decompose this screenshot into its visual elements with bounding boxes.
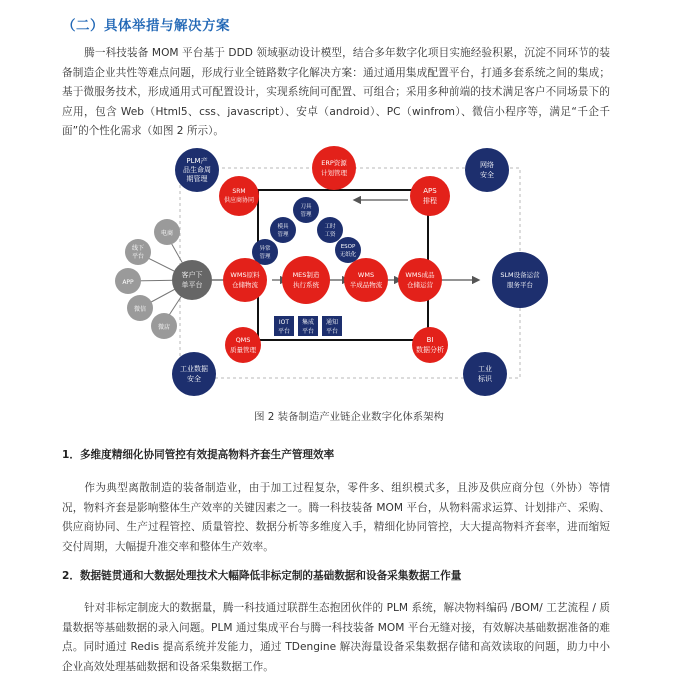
intro-paragraph — [62, 44, 610, 142]
network-security-node — [465, 148, 509, 192]
srm-label-2: 供应商协同 — [223, 197, 255, 204]
mes-label-1: MES制造 — [292, 271, 320, 279]
mes-satellite-3-node — [317, 217, 343, 243]
channel-microstore-node — [151, 313, 177, 339]
section-title: （二）具体举措与解决方案 — [62, 18, 230, 34]
aps-label-1: APS — [423, 187, 437, 195]
bi-label-1: BI — [426, 336, 434, 344]
aps-label-2: 排程 — [423, 197, 437, 205]
architecture-diagram — [122, 148, 570, 398]
wms-raw-node — [223, 258, 267, 302]
qms-node — [225, 327, 261, 363]
mes-sat-3-label-1: 工时 — [324, 224, 336, 230]
erp-label-2: 计划管理 — [321, 169, 347, 177]
paragraph-2 — [62, 599, 610, 677]
wechat-label: 微信 — [133, 306, 147, 313]
wms-finished-node — [398, 258, 442, 302]
offline-label-2: 平台 — [131, 253, 145, 260]
ident-label-1: 工业 — [478, 365, 492, 373]
mes-satellite-1-node — [270, 217, 296, 243]
channel-ecommerce-node — [154, 219, 180, 245]
srm-node — [219, 176, 259, 216]
customer-label-2: 单平台 — [181, 281, 203, 289]
ident-label-2: 标识 — [478, 375, 492, 383]
industrial-data-security-node — [172, 352, 216, 396]
ecommerce-label: 电商 — [160, 230, 174, 237]
mes-sat-5-label-1: ESOP — [340, 244, 356, 250]
integration-label-2: 平台 — [301, 328, 315, 335]
slm-node — [492, 252, 548, 308]
wms-semi-node — [344, 258, 388, 302]
heading-2: 2．数据链贯通和大数据处理技术大幅降低非标定制的基础数据和设备采集数据工作量 — [62, 570, 462, 582]
platform-box-integration — [298, 316, 318, 336]
mes-satellite-2-node — [293, 197, 319, 223]
network-label-2: 安全 — [480, 171, 494, 179]
iot-label-2: 平台 — [277, 328, 291, 335]
wms-raw-label-2: 仓储物流 — [232, 281, 258, 289]
mes-sat-1-label-1: 模具 — [277, 224, 289, 230]
slm-label-1: SLM设备运营 — [500, 271, 540, 279]
mes-node — [282, 256, 330, 304]
plm-label-2: 品生命周 — [183, 166, 211, 174]
channel-wechat-node — [127, 295, 153, 321]
industrial-identification-node — [463, 352, 507, 396]
mes-sat-2-label-2: 管理 — [300, 212, 312, 218]
customer-label-1: 客户下 — [181, 271, 203, 279]
mes-label-2: 执行系统 — [293, 281, 319, 289]
wms-semi-label-1: WMS — [357, 271, 375, 279]
paragraph-1-text: 作为典型离散制造的装备制造业，由于加工过程复杂，零件多、组织模式多，且涉及供应商分包（外协）等情况，物料齐套是影响整体生产效率的关键因素之一。腾一科技装备 MOM 平台，从物料需求运算、计划排产、采购、供应商协同、生产过程管控、质量管控、数据分析等多维度入手，精细化协同管控，大大提高物料齐套率，进而缩短交付周期，大幅提升准交率和整体生产效率。 — [62, 482, 610, 553]
erp-node — [312, 146, 356, 190]
figure-caption: 图 2 装备制造产业链企业数字化体系架构 — [254, 411, 444, 423]
channel-app-node — [115, 268, 141, 294]
bi-node — [412, 327, 448, 363]
platform-box-iot — [274, 316, 294, 336]
mes-sat-1-label-2: 管理 — [277, 232, 289, 238]
iot-label-1: IOT — [278, 319, 290, 326]
erp-label-1: ERP资源 — [321, 159, 347, 167]
slm-label-2: 服务平台 — [507, 281, 533, 289]
aps-node — [410, 176, 450, 216]
platform-box-notify — [322, 316, 342, 336]
heading-1: 1．多维度精细化协同管控有效提高物料齐套生产管理效率 — [62, 449, 335, 461]
bi-label-2: 数据分析 — [416, 346, 444, 354]
integration-label-1: 集成 — [301, 319, 315, 326]
plm-node — [175, 148, 219, 192]
app-label: APP — [122, 279, 134, 286]
icsec-label-1: 工业数据 — [180, 365, 208, 373]
mes-sat-2-label-1: 刀具 — [300, 204, 312, 210]
mes-sat-5-label-2: 无纸化 — [339, 252, 357, 258]
customer-order-node — [172, 260, 212, 300]
mes-sat-3-label-2: 工资 — [324, 232, 336, 238]
network-label-1: 网络 — [480, 161, 494, 169]
notify-label-1: 通知 — [325, 319, 339, 326]
wms-semi-label-2: 半成品物流 — [349, 281, 383, 289]
plm-label-3: 期管理 — [186, 175, 208, 183]
icsec-label-2: 安全 — [187, 375, 201, 383]
plm-label-1: PLM产 — [186, 157, 208, 165]
mes-sat-4-label-1: 异常 — [259, 246, 271, 252]
srm-label-1: SRM — [232, 188, 246, 195]
wms-raw-label-1: WMS原料 — [230, 271, 260, 279]
notify-label-2: 平台 — [325, 328, 339, 335]
wms-finished-label-2: 仓储运营 — [407, 281, 433, 289]
mes-satellite-5-node — [335, 237, 361, 263]
paragraph-2-text: 针对非标定制庞大的数据量，腾一科技通过联群生态抱团伙伴的 PLM 系统，解决物料编码 /BOM/ 工艺流程 / 质量数据等基础数据的录入问题。PLM 通过集成平台与腾一科技装备 MOM 平台无缝对接，有效解决基础数据准备的难点。同时通过 Redis 提高系统并发能力，通过 TDengine 解决海量设备采集数据存储和高效读取的问题，助力中小企业高效处理基础数据和设备采集数据工作。 — [62, 602, 610, 673]
mes-sat-4-label-2: 管理 — [259, 254, 271, 260]
microstore-label: 微店 — [157, 324, 171, 331]
qms-label-1: QMS — [235, 336, 251, 344]
intro-paragraph-text: 腾一科技装备 MOM 平台基于 DDD 领域驱动设计模型，结合多年数字化项目实施经验积累，沉淀不同环节的装备制造企业共性等难点问题，形成行业全链路数字化解决方案：通过通用集成配置平台，打通多套系统之间的集成；基于微服务技术，形成通用式可配置设计，实现系统间可配置、可组合；采用多种前端的技术满足客户不同场景下的应用，包含 Web（Html5、css、javascript）、安卓（android）、PC（winfrom）、微信小程序等，满足“千企千面”的个性化需求（如图 2 所示）。 — [62, 47, 610, 137]
channel-offline-node — [125, 239, 151, 265]
qms-label-2: 质量管理 — [230, 346, 256, 354]
offline-label-1: 线下 — [131, 245, 145, 252]
wms-finished-label-1: WMS成品 — [405, 271, 435, 279]
paragraph-1 — [62, 479, 610, 557]
